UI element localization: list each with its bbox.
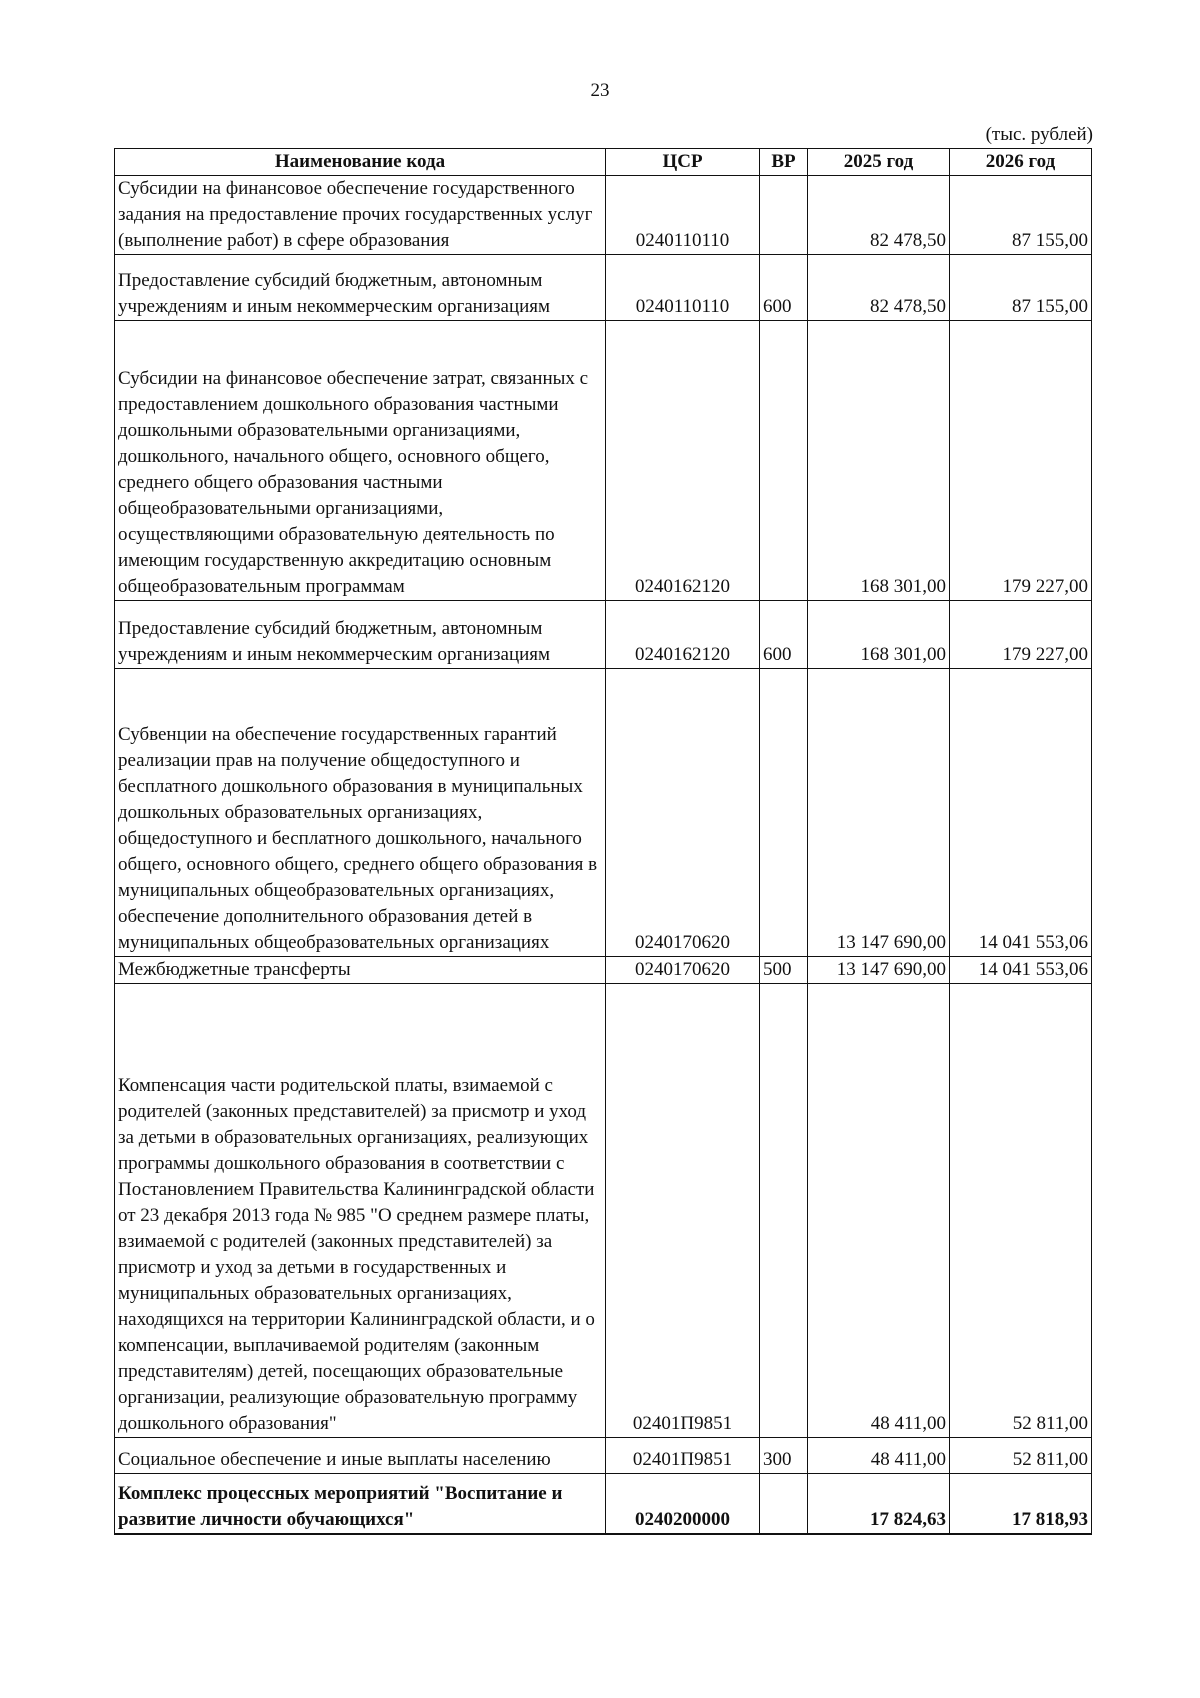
row-2025: 13 147 690,00 bbox=[808, 957, 950, 984]
page-number: 23 bbox=[590, 80, 610, 101]
header-name: Наименование кода bbox=[115, 149, 606, 176]
units-label: (тыс. рублей) bbox=[985, 124, 1093, 145]
table-row bbox=[115, 601, 1092, 669]
table-row-total bbox=[115, 1474, 1092, 1534]
budget-table bbox=[114, 148, 1092, 1535]
header-vr: ВР bbox=[760, 149, 808, 176]
row-csr: 0240162120 bbox=[606, 321, 760, 601]
row-2025: 17 824,63 bbox=[808, 1474, 950, 1534]
table-row bbox=[115, 176, 1092, 255]
row-name: Комплекс процессных мероприятий "Воспитание и развитие личности обучающихся" bbox=[115, 1474, 606, 1534]
row-2026: 179 227,00 bbox=[950, 321, 1092, 601]
row-vr: 600 bbox=[760, 255, 808, 321]
row-csr: 02401П9851 bbox=[606, 1438, 760, 1474]
row-csr: 0240170620 bbox=[606, 669, 760, 957]
row-csr: 02401П9851 bbox=[606, 984, 760, 1438]
row-csr: 0240200000 bbox=[606, 1474, 760, 1534]
header-2025: 2025 год bbox=[808, 149, 950, 176]
row-vr: 600 bbox=[760, 601, 808, 669]
row-vr bbox=[760, 1474, 808, 1534]
row-vr bbox=[760, 669, 808, 957]
row-name: Субсидии на финансовое обеспечение затрат, связанных с предоставлением дошкольного образования частными дошкольными образовательными организациями, дошкольного, начального общего, основного общего, среднего общего образования частными общеобразовательными организациями, осуществляющими образовательную деятельность по имеющим государственную аккредитацию основным общеобразовательным программам bbox=[115, 321, 606, 601]
row-2026: 179 227,00 bbox=[950, 601, 1092, 669]
table-row bbox=[115, 255, 1092, 321]
row-csr: 0240110110 bbox=[606, 255, 760, 321]
row-csr: 0240162120 bbox=[606, 601, 760, 669]
table-header-row bbox=[115, 149, 1092, 176]
row-csr: 0240170620 bbox=[606, 957, 760, 984]
row-vr: 500 bbox=[760, 957, 808, 984]
row-2025: 82 478,50 bbox=[808, 255, 950, 321]
table-row bbox=[115, 669, 1092, 957]
row-vr bbox=[760, 984, 808, 1438]
row-vr bbox=[760, 176, 808, 255]
row-2026: 87 155,00 bbox=[950, 176, 1092, 255]
row-name: Социальное обеспечение и иные выплаты населению bbox=[115, 1438, 606, 1474]
table-row bbox=[115, 984, 1092, 1438]
row-2025: 168 301,00 bbox=[808, 601, 950, 669]
table-row bbox=[115, 321, 1092, 601]
row-csr: 0240110110 bbox=[606, 176, 760, 255]
row-2026: 52 811,00 bbox=[950, 984, 1092, 1438]
row-2026: 17 818,93 bbox=[950, 1474, 1092, 1534]
row-vr: 300 bbox=[760, 1438, 808, 1474]
row-2025: 48 411,00 bbox=[808, 984, 950, 1438]
row-name: Предоставление субсидий бюджетным, автономным учреждениям и иным некоммерческим организациям bbox=[115, 255, 606, 321]
row-2025: 168 301,00 bbox=[808, 321, 950, 601]
row-name: Межбюджетные трансферты bbox=[115, 957, 606, 984]
row-2026: 52 811,00 bbox=[950, 1438, 1092, 1474]
table-row bbox=[115, 957, 1092, 984]
row-2026: 14 041 553,06 bbox=[950, 957, 1092, 984]
row-name: Субсидии на финансовое обеспечение государственного задания на предоставление прочих государственных услуг (выполнение работ) в сфере образования bbox=[115, 176, 606, 255]
header-2026: 2026 год bbox=[950, 149, 1092, 176]
row-2025: 48 411,00 bbox=[808, 1438, 950, 1474]
row-2026: 14 041 553,06 bbox=[950, 669, 1092, 957]
table-row bbox=[115, 1438, 1092, 1474]
row-name: Компенсация части родительской платы, взимаемой с родителей (законных представителей) за присмотр и уход за детьми в образовательных организациях, реализующих программы дошкольного образования в соответствии с Постановлением Правительства Калининградской области от 23 декабря 2013 года № 985 "О среднем размере платы, взимаемой с родителей (законных представителей) за присмотр и уход за детьми в государственных и муниципальных образовательных организациях, находящихся на территории Калининградской области, и о компенсации, выплачиваемой родителям (законным представителям) детей, посещающих образовательные организации, реализующие образовательную программу дошкольного образования" bbox=[115, 984, 606, 1438]
row-name: Субвенции на обеспечение государственных гарантий реализации прав на получение общедоступного и бесплатного дошкольного образования в муниципальных дошкольных образовательных организациях, общедоступного и бесплатного дошкольного, начального общего, основного общего, среднего общего образования в муниципальных общеобразовательных организациях, обеспечение дополнительного образования детей в муниципальных общеобразовательных организациях bbox=[115, 669, 606, 957]
row-name: Предоставление субсидий бюджетным, автономным учреждениям и иным некоммерческим организациям bbox=[115, 601, 606, 669]
row-2026: 87 155,00 bbox=[950, 255, 1092, 321]
row-vr bbox=[760, 321, 808, 601]
header-csr: ЦСР bbox=[606, 149, 760, 176]
row-2025: 13 147 690,00 bbox=[808, 669, 950, 957]
row-2025: 82 478,50 bbox=[808, 176, 950, 255]
